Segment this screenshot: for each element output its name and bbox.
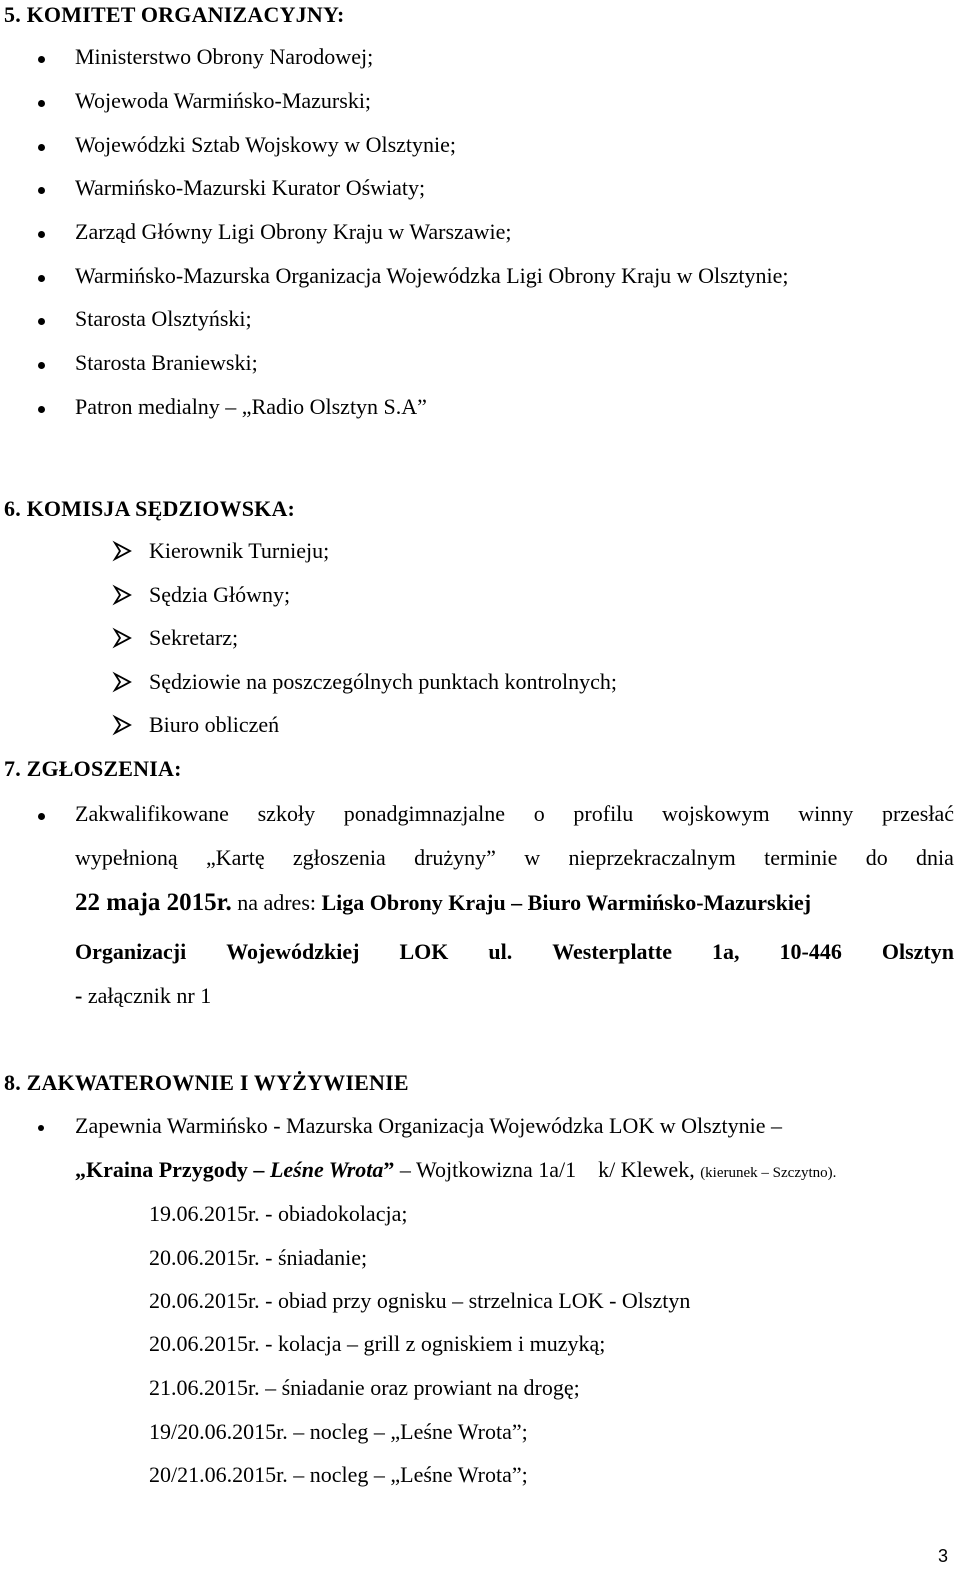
word: 10-446	[779, 939, 842, 964]
judge-committee-item: Biuro obliczeń	[149, 712, 280, 737]
bullet-icon	[38, 813, 45, 820]
section-7-heading: 7. ZGŁOSZENIA:	[4, 756, 182, 781]
bullet-icon	[38, 275, 45, 282]
word: wojskowym	[662, 801, 770, 826]
word: Zakwalifikowane	[75, 801, 229, 826]
word: 1a,	[711, 939, 740, 964]
word: o	[533, 801, 545, 826]
accommodation-place	[75, 1157, 836, 1186]
word: wypełnioną	[75, 845, 178, 870]
word: Olsztyn	[881, 939, 954, 964]
bullet-icon	[38, 406, 45, 413]
section-6-heading: 6. KOMISJA SĘDZIOWSKA:	[4, 496, 296, 521]
section-5-heading: 5. KOMITET ORGANIZACYJNY:	[4, 2, 345, 27]
word: drużyny”	[414, 845, 496, 870]
committee-item: Ministerstwo Obrony Narodowej;	[75, 44, 374, 69]
committee-item: Wojewódzki Sztab Wojskowy w Olsztynie;	[75, 132, 457, 157]
word: terminie	[764, 845, 838, 870]
bullet-icon	[38, 362, 45, 369]
word: szkoły	[257, 801, 316, 826]
bullet-icon	[38, 231, 45, 238]
arrow-bullet-icon	[112, 671, 134, 693]
word: LOK	[399, 939, 449, 964]
registration-line-1	[75, 801, 954, 827]
bullet-icon	[38, 318, 45, 325]
schedule-item: 20.06.2015r. - kolacja – grill z ogniskiem i muzyką;	[149, 1331, 606, 1356]
place-address: – Wojtkowizna 1a/1 k/ Klewek,	[394, 1157, 701, 1182]
place-direction: (kierunek – Szczytno).	[700, 1165, 837, 1181]
word: Westerplatte	[552, 939, 672, 964]
committee-item: Warmińsko-Mazurska Organizacja Wojewódzka Ligi Obrony Kraju w Olsztynie;	[75, 263, 789, 288]
word: profilu	[573, 801, 634, 826]
committee-item: Zarząd Główny Ligi Obrony Kraju w Warszawie;	[75, 219, 512, 244]
word: Organizacji	[75, 939, 187, 964]
word: dnia	[916, 845, 954, 870]
judge-committee-item: Sekretarz;	[149, 625, 239, 650]
address-intro: na adres:	[231, 890, 322, 915]
bullet-icon	[38, 1125, 44, 1131]
bullet-icon	[38, 56, 45, 63]
section-8-heading: 8. ZAKWATEROWNIE I WYŻYWIENIE	[4, 1070, 409, 1095]
word: przesłać	[881, 801, 954, 826]
arrow-bullet-icon	[112, 714, 134, 736]
attachment-text: załącznik nr 1	[87, 983, 212, 1008]
word: ul.	[488, 939, 513, 964]
committee-item: Starosta Olsztyński;	[75, 306, 252, 331]
judge-committee-item: Sędzia Główny;	[149, 582, 291, 607]
address-organization: Liga Obrony Kraju – Biuro Warmińsko-Mazurskiej	[321, 890, 812, 915]
accommodation-intro: Zapewnia Warmińsko - Mazurska Organizacja Wojewódzka LOK w Olsztynie –	[75, 1113, 782, 1138]
schedule-item: 20.06.2015r. - śniadanie;	[149, 1245, 368, 1270]
committee-item: Patron medialny – „Radio Olsztyn S.A”	[75, 394, 427, 419]
word: ponadgimnazjalne	[343, 801, 506, 826]
schedule-item: 20/21.06.2015r. – nocleg – „Leśne Wrota”;	[149, 1462, 528, 1487]
committee-item: Wojewoda Warmińsko-Mazurski;	[75, 88, 372, 113]
schedule-item: 19.06.2015r. - obiadokolacja;	[149, 1201, 408, 1226]
arrow-bullet-icon	[112, 627, 134, 649]
place-name-italic: Leśne Wrota	[269, 1157, 384, 1182]
word: winny	[798, 801, 854, 826]
judge-committee-item: Kierownik Turnieju;	[149, 538, 330, 563]
place-name-part2: ”	[383, 1157, 395, 1182]
word: nieprzekraczalnym	[568, 845, 736, 870]
place-name-part1: „Kraina Przygody –	[75, 1157, 270, 1182]
arrow-bullet-icon	[112, 540, 134, 562]
registration-line-3	[75, 890, 954, 916]
attachment-dash: -	[75, 983, 88, 1008]
attachment-line	[75, 983, 211, 1009]
word: Wojewódzkiej	[226, 939, 360, 964]
bullet-icon	[38, 144, 45, 151]
bullet-icon	[38, 100, 45, 107]
registration-line-2	[75, 845, 954, 871]
deadline-date: 22 maja 2015r.	[75, 889, 232, 916]
schedule-item: 20.06.2015r. - obiad przy ognisku – strzelnica LOK - Olsztyn	[149, 1288, 691, 1313]
word: w	[524, 845, 541, 870]
schedule-item: 21.06.2015r. – śniadanie oraz prowiant na drogę;	[149, 1375, 580, 1400]
arrow-bullet-icon	[112, 584, 134, 606]
word: zgłoszenia	[292, 845, 386, 870]
bullet-icon	[38, 187, 45, 194]
word: do	[865, 845, 888, 870]
word: „Kartę	[205, 845, 265, 870]
committee-item: Warmińsko-Mazurski Kurator Oświaty;	[75, 175, 426, 200]
schedule-item: 19/20.06.2015r. – nocleg – „Leśne Wrota”;	[149, 1419, 528, 1444]
committee-item: Starosta Braniewski;	[75, 350, 258, 375]
judge-committee-item: Sędziowie na poszczególnych punktach kontrolnych;	[149, 669, 617, 694]
page-number: 3	[938, 1546, 949, 1566]
registration-line-4	[75, 939, 954, 965]
